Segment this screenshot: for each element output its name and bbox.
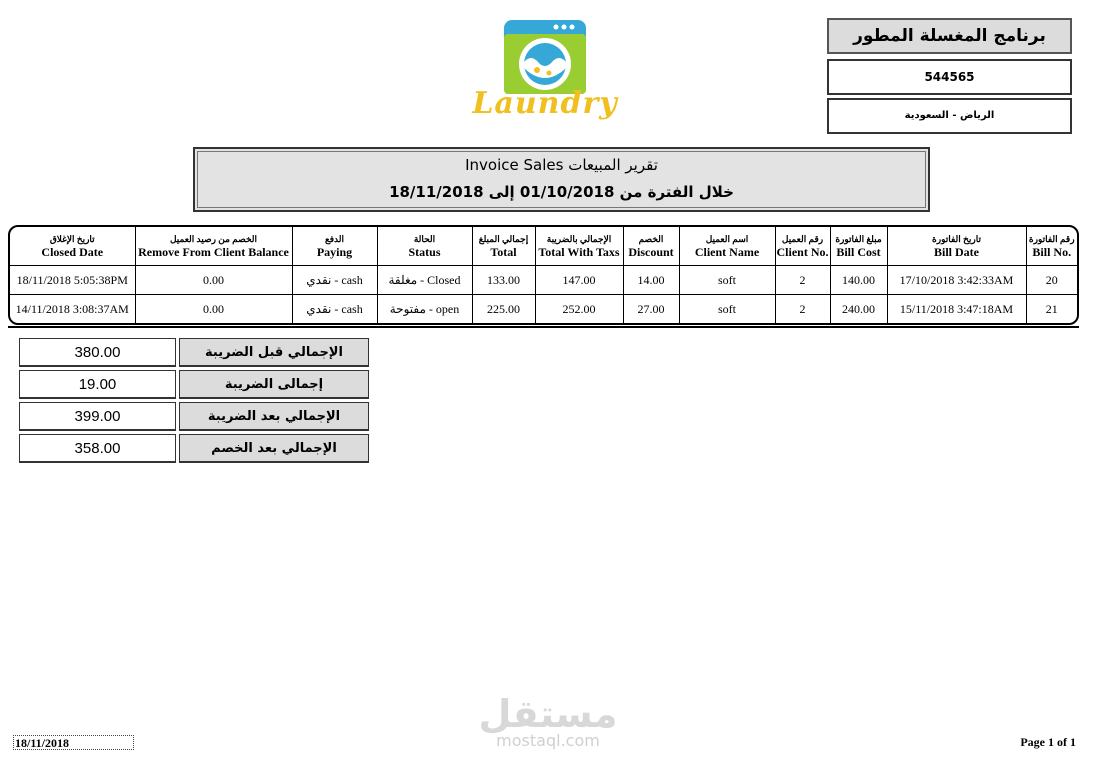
report-period: خلال الفترة من 01/10/2018 إلى 18/11/2018 (389, 183, 734, 201)
cell-bill-date: 17/10/2018 3:42:33AM (887, 266, 1026, 295)
col-bill-no: رقم الفاتورة Bill No. (1026, 227, 1077, 266)
total-tax-label: إجمالى الضريبة (179, 370, 369, 399)
total-after-tax-label: الإجمالي بعد الضريبة (179, 402, 369, 431)
col-client-name: اسم العميل Client Name (679, 227, 775, 266)
company-name: برنامج المغسلة المطور (827, 18, 1072, 54)
cell-client-name: soft (679, 295, 775, 324)
total-after-tax-value: 399.00 (19, 402, 176, 431)
col-total-with-taxes: الإجمالي بالضريبة Total With Taxs (535, 227, 623, 266)
total-before-tax-value: 380.00 (19, 338, 176, 367)
cell-status: مغلقة - Closed (377, 266, 472, 295)
cell-paying: نقدي - cash (292, 295, 377, 324)
cell-bill-cost: 240.00 (830, 295, 887, 324)
col-bill-cost: مبلغ الفاتورة Bill Cost (830, 227, 887, 266)
cell-status: مفتوحة - open (377, 295, 472, 324)
cell-bill-no: 20 (1026, 266, 1077, 295)
table-underline (8, 326, 1079, 328)
total-tax-value: 19.00 (19, 370, 176, 399)
footer-page-number: Page 1 of 1 (1020, 735, 1076, 749)
cell-paying: نقدي - cash (292, 266, 377, 295)
watermark-latin: mostaql.com (496, 731, 600, 750)
report-title: تقرير المبيعات Invoice Sales (465, 156, 658, 174)
company-address: الرياض - السعودية (827, 98, 1072, 134)
total-after-discount-value: 358.00 (19, 434, 176, 463)
table-row (10, 266, 1077, 295)
cell-discount: 27.00 (623, 295, 679, 324)
invoice-table (8, 225, 1079, 325)
col-paying: الدفع Paying (292, 227, 377, 266)
cell-closed-date: 18/11/2018 5:05:38PM (10, 266, 135, 295)
cell-remove-balance: 0.00 (135, 295, 292, 324)
col-total: إجمالي المبلغ Total (472, 227, 535, 266)
cell-closed-date: 14/11/2018 3:08:37AM (10, 295, 135, 324)
table-header-row (10, 227, 1077, 266)
cell-client-no: 2 (775, 295, 830, 324)
col-client-no: رقم العميل Client No. (775, 227, 830, 266)
cell-bill-cost: 140.00 (830, 266, 887, 295)
total-before-tax-label: الإجمالي قبل الضريبة (179, 338, 369, 367)
cell-total: 225.00 (472, 295, 535, 324)
col-closed-date: تاريخ الإغلاق Closed Date (10, 227, 135, 266)
cell-client-no: 2 (775, 266, 830, 295)
footer-date: 18/11/2018 (13, 735, 134, 750)
cell-bill-date: 15/11/2018 3:47:18AM (887, 295, 1026, 324)
table-row (10, 295, 1077, 324)
cell-client-name: soft (679, 266, 775, 295)
col-status: الحالة Status (377, 227, 472, 266)
cell-total-with-taxes: 147.00 (535, 266, 623, 295)
cell-total: 133.00 (472, 266, 535, 295)
cell-discount: 14.00 (623, 266, 679, 295)
cell-bill-no: 21 (1045, 301, 1058, 316)
cell-remove-balance: 0.00 (135, 266, 292, 295)
cell-total-with-taxes: 252.00 (535, 295, 623, 324)
report-title-box (193, 147, 930, 212)
watermark-arabic: مستقل (478, 692, 618, 736)
company-phone: 544565 (827, 59, 1072, 95)
logo-wordmark: Laundry (472, 86, 618, 121)
col-remove-from-balance: الخصم من رصيد العميل Remove From Client Balance (135, 227, 292, 266)
col-discount: الخصم Discount (623, 227, 679, 266)
col-bill-date: تاريخ الفاتورة Bill Date (887, 227, 1026, 266)
total-after-discount-label: الإجمالي بعد الخصم (179, 434, 369, 463)
